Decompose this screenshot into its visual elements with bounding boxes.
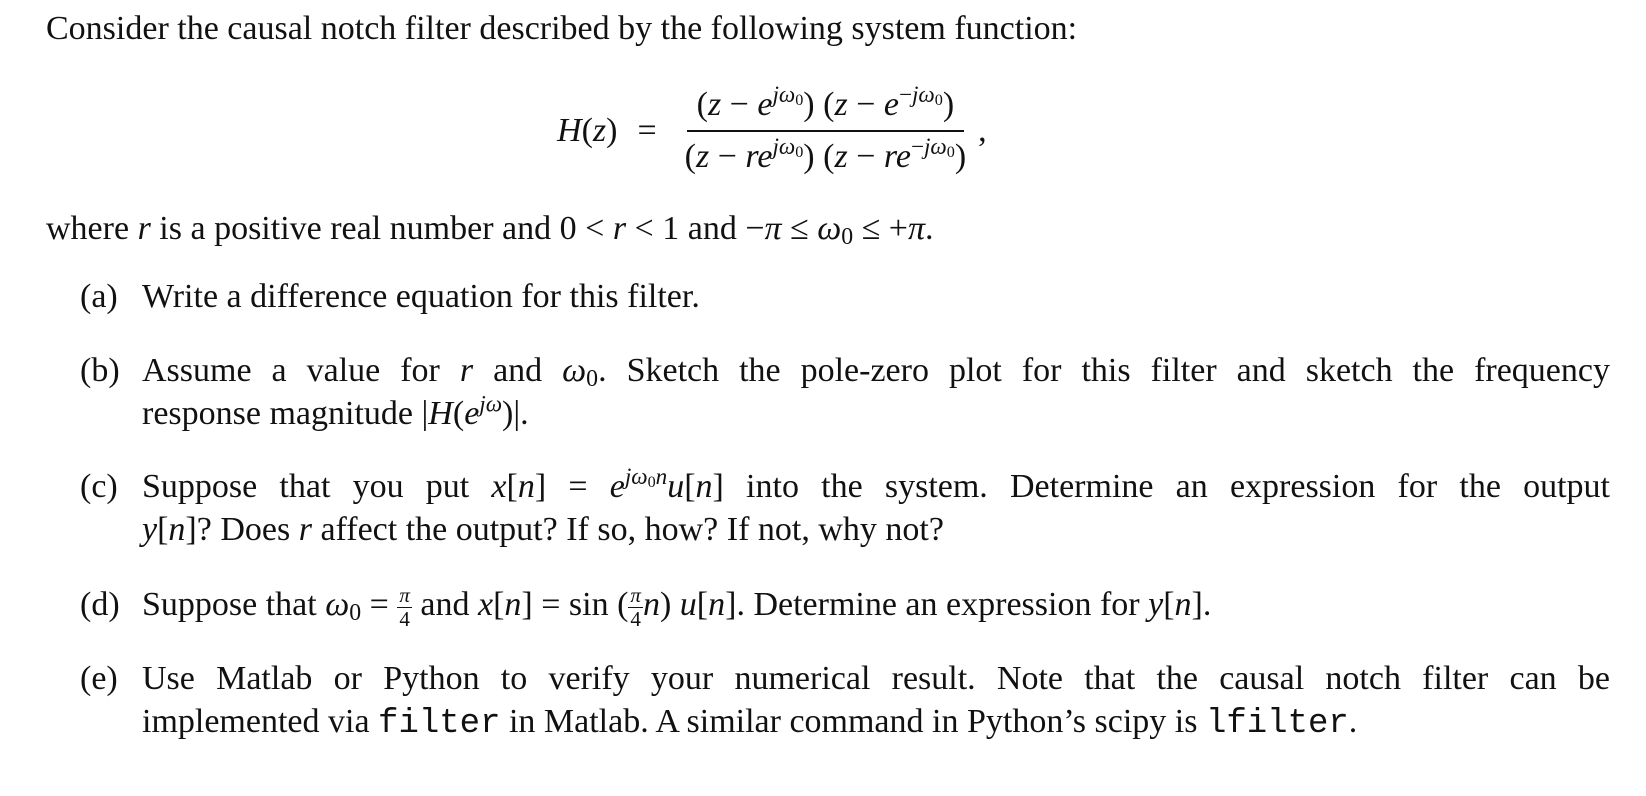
- part-body: [142, 350, 1610, 435]
- problem-intro: Consider the causal notch filter described by the following system function:: [46, 10, 1078, 47]
- part-label: (b): [80, 352, 120, 389]
- part-text: Write a difference equation for this filter.: [142, 278, 700, 315]
- part-text: Suppose that you put $x[n] = e^{j\omega_0n}u[n]$ into the system. Determine an expression for the output: [142, 464, 1610, 505]
- equation-fraction: [675, 81, 977, 179]
- system-function-equation: [557, 76, 987, 186]
- part-body: [142, 658, 1610, 745]
- part-text: Assume a value for r and $\omega_0$. Sketch the pole-zero plot for this filter and sketch the frequency: [142, 352, 1610, 392]
- part-body: [142, 584, 1610, 630]
- lfilter-command: lfilter: [1205, 704, 1349, 743]
- part-label: (a): [80, 278, 118, 315]
- variable-conditions: where r is a positive real number and 0 < r < 1 and $-\pi \le \omega_0 \le +\pi$.: [46, 210, 934, 250]
- equation-equals: =: [637, 111, 657, 149]
- part-body: [142, 466, 1610, 551]
- part-label: (c): [80, 468, 118, 505]
- filter-command: filter: [378, 704, 501, 743]
- equation-numerator: $(z - e^{j\omega_0})$ $(z - e^{-j\omega_0})$: [687, 84, 965, 133]
- equation-lhs: H(z): [557, 111, 618, 149]
- part-text: Suppose that $\omega_0$ = $\frac{\pi}{4}$ and x[n] = sin ( $\frac{\pi}{4}$ n) u[n]. Determine an expression for y[n].: [142, 582, 1212, 631]
- part-text: implemented via filter in Matlab. A similar command in Python’s scipy is lfilter.: [142, 702, 1358, 743]
- part-text: response magnitude $|H(e^{j\omega})|$.: [142, 390, 529, 432]
- part-text: Use Matlab or Python to verify your numerical result. Note that the causal notch filter can be: [142, 660, 1610, 697]
- part-text: y[n]? Does r affect the output? If so, how? If not, why not?: [142, 510, 944, 548]
- part-label: (e): [80, 660, 118, 697]
- equation-trailing-comma: ,: [978, 111, 987, 149]
- part-label: (d): [80, 586, 120, 623]
- part-body: [142, 276, 1610, 319]
- equation-denominator: $(z - re^{j\omega_0})$ $(z - re^{-j\omega_0})$: [684, 134, 967, 175]
